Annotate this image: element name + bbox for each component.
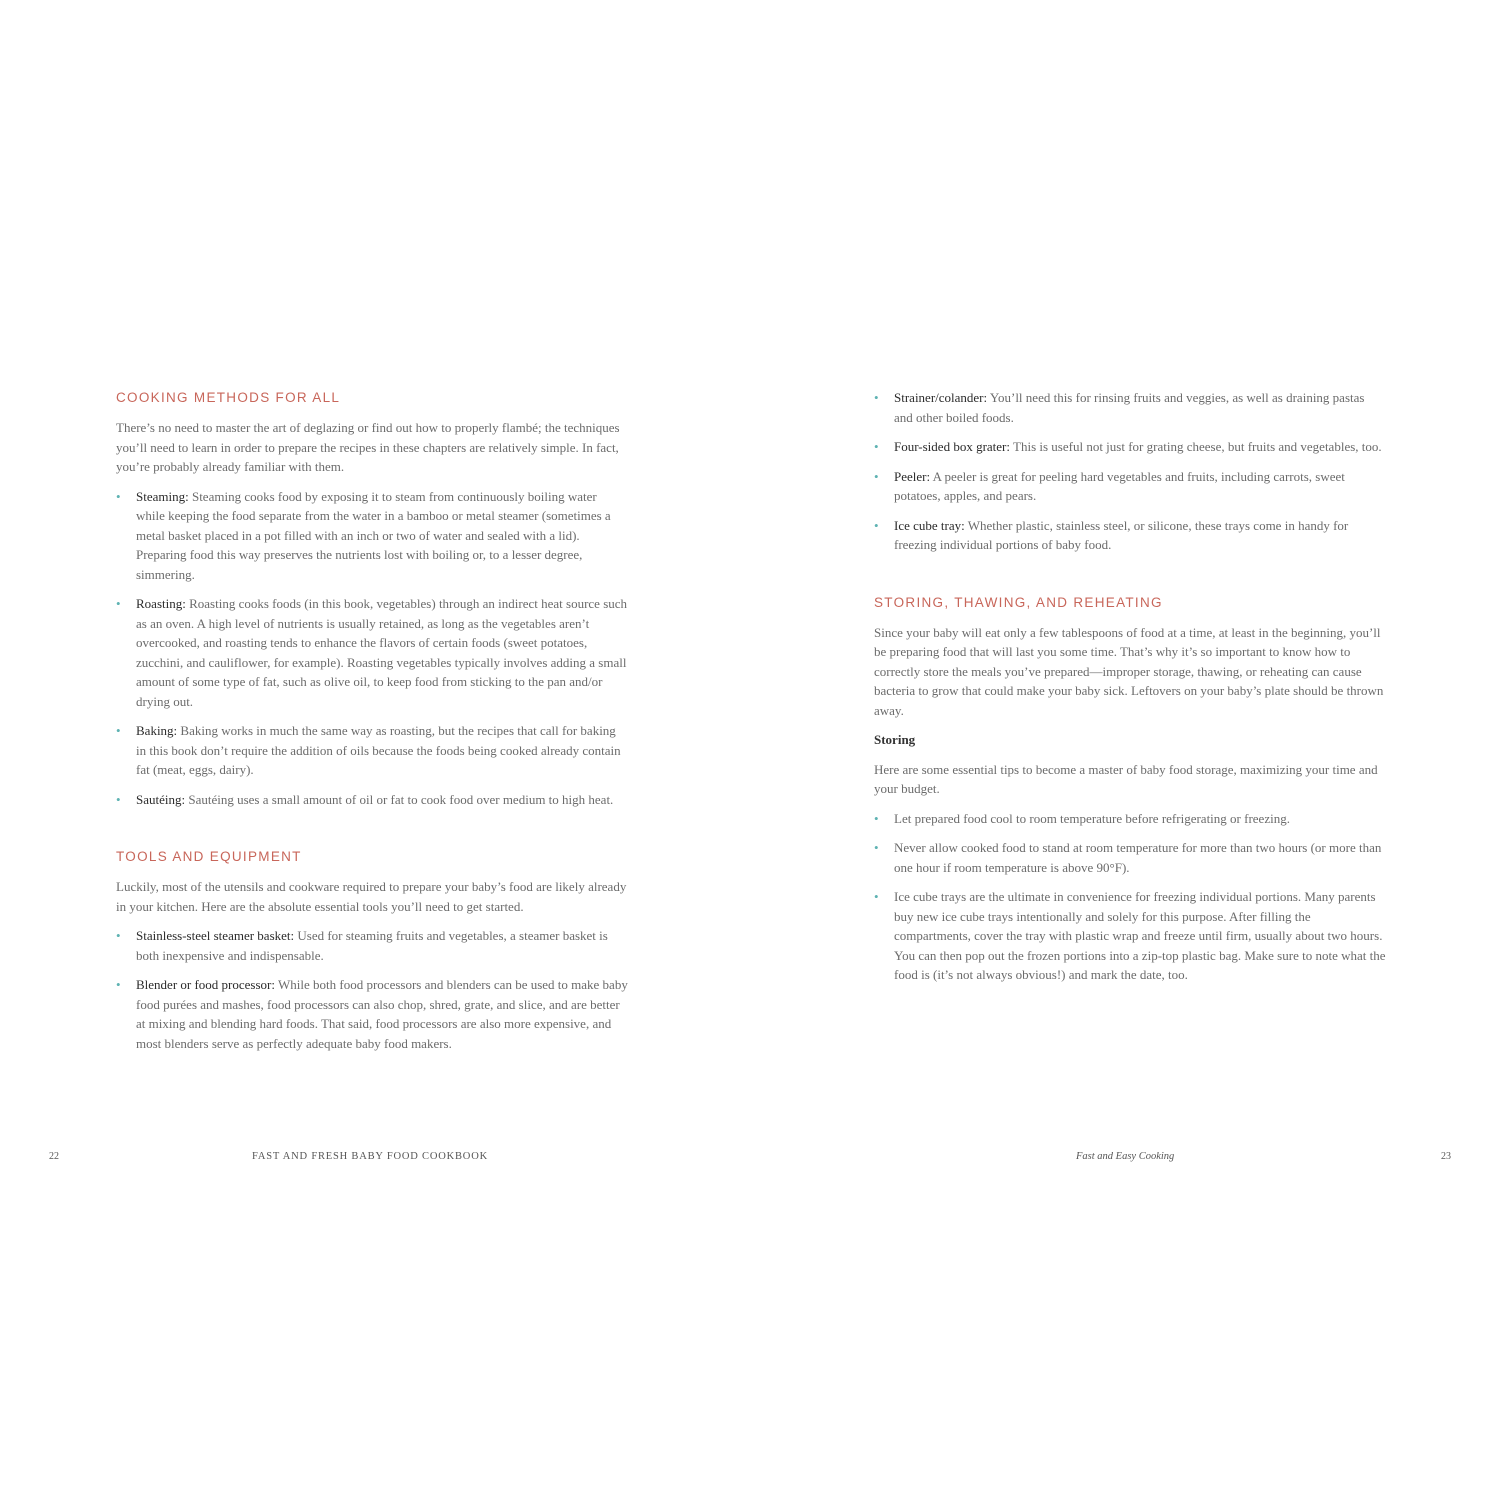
bullet-icon: • [116,723,121,738]
subheading-storing: Storing [874,732,916,747]
bullet-icon: • [874,468,879,484]
bullet-icon: • [116,596,121,611]
list-item-term: Steaming: [136,488,189,504]
list-item [116,926,628,965]
section-spacer [116,819,628,847]
section-heading-cooking-methods: COOKING METHODS FOR ALL [116,390,341,405]
list-item-term: Ice cube tray: [894,517,965,533]
list-item-text: Used for steaming fruits and vegetables, a steamer basket is both inexpensive and indispensable. [136,928,608,963]
list-item-term: Peeler: [894,468,931,484]
page-number-right: 23 [1441,1151,1451,1162]
bullet-icon: • [874,439,879,454]
list-item [874,516,1386,555]
bullet-icon: • [874,889,879,904]
list-item-text: Steaming cooks food by exposing it to steam from continuously boiling water while keeping the food separate from the water in a bamboo or metal steamer (sometimes a metal basket placed in a pot filled with an inch or two of water and sealed with a lid). Preparing food this way preserves the nutrients lost with boiling or, to a lesser degree, simmering. [136,488,611,582]
list-item [874,467,1386,506]
list-item [874,887,1386,985]
section-heading-tools: TOOLS AND EQUIPMENT [116,849,302,864]
list-item-term: Baking: [136,723,178,738]
bullet-icon: • [874,810,879,826]
cooking-intro: There’s no need to master the art of deglazing or find out how to properly flambé; the techniques you’ll need to learn in order to prepare the recipes in these chapters are relatively simple. In fact, you’re probably already familiar with them. [116,420,620,474]
list-item-term: Blender or food processor: [136,977,275,992]
list-item [874,437,1386,457]
list-item-text: Never allow cooked food to stand at room temperature for more than two hours (or more than one hour if room temperature is above 90°F). [894,840,1382,875]
bullet-icon: • [874,517,879,533]
right-page-column [874,388,1386,995]
bullet-icon: • [874,390,879,405]
list-item [116,487,628,585]
list-item [874,809,1386,829]
list-item-text: Ice cube trays are the ultimate in convenience for freezing individual portions. Many parents buy new ice cube trays intentionally and solely for this purpose. After filling the compartments, cover the tray with plastic wrap and freeze until firm, usually about two hours. You can then pop out the frozen portions into a zip-top plastic bag. Make sure to note what the food is (it’s not always obvious!) and mark the date, too. [894,889,1386,982]
bullet-icon: • [874,840,879,855]
tools-list-continued [874,388,1386,555]
bullet-icon: • [116,488,121,504]
list-item [116,790,628,810]
list-item-term: Roasting: [136,596,186,611]
list-item-text: While both food processors and blenders can be used to make baby food purées and mashes, food processors can also chop, shred, grate, and slice, and are better at mixing and blending hard foods. That said, food processors are also more expensive, and most blenders serve as perfectly adequate baby food makers. [136,977,628,1051]
tools-intro: Luckily, most of the utensils and cookware required to prepare your baby’s food are likely already in your kitchen. Here are the absolute essential tools you’ll need to get started. [116,879,627,914]
list-item-term: Strainer/colander: [894,390,988,405]
list-item-text: Let prepared food cool to room temperature before refrigerating or freezing. [894,810,1290,826]
page-number-left: 22 [49,1151,59,1162]
list-item-text: This is useful not just for grating cheese, but fruits and vegetables, too. [1010,439,1382,454]
list-item [874,388,1386,427]
bullet-icon: • [116,791,121,807]
list-item-term: Sautéing: [136,791,186,807]
storing-intro: Since your baby will eat only a few tablespoons of food at a time, at least in the beginning, you’ll be preparing food that will last you some time. That’s why it’s so important to know how to correctly store the meals you’ve prepared—improper storage, thawing, or reheating can cause bacteria to grow that could make your baby sick. Leftovers on your baby’s plate should be thrown away. [874,624,1384,718]
list-item-text: Baking works in much the same way as roasting, but the recipes that call for baking in this book don’t require the addition of oils because the foods being cooked already contain fat (meat, eggs, dairy). [136,723,621,777]
list-item-text: You’ll need this for rinsing fruits and veggies, as well as draining pastas and other boiled foods. [894,390,1365,425]
list-item [116,721,628,780]
left-page-column [116,388,628,1063]
running-footer-book-title: FAST AND FRESH BABY FOOD COOKBOOK [252,1151,488,1162]
list-item [874,838,1386,877]
list-item-text: Whether plastic, stainless steel, or silicone, these trays come in handy for freezing individual portions of baby food. [894,517,1349,552]
running-footer-chapter-title: Fast and Easy Cooking [1076,1151,1175,1162]
list-item [116,594,628,711]
cooking-methods-list [116,487,628,810]
storing-tips-list [874,809,1386,985]
list-item [116,975,628,1053]
section-spacer [874,565,1386,593]
tools-list [116,926,628,1053]
section-heading-storing: STORING, THAWING, AND REHEATING [874,594,1163,610]
list-item-text: A peeler is great for peeling hard vegetables and fruits, including carrots, sweet potatoes, apples, and pears. [894,468,1345,503]
list-item-term: Four-sided box grater: [894,439,1010,454]
list-item-term: Stainless-steel steamer basket: [136,928,295,943]
list-item-text: Sautéing uses a small amount of oil or fat to cook food over medium to high heat. [185,791,614,807]
storing-sub-intro: Here are some essential tips to become a master of baby food storage, maximizing your time and your budget. [874,761,1378,796]
bullet-icon: • [116,928,121,943]
bullet-icon: • [116,977,121,992]
list-item-text: Roasting cooks foods (in this book, vegetables) through an indirect heat source such as an oven. A high level of nutrients is usually retained, as long as the vegetables aren’t overcooked, and roasting tends to enhance the flavors of certain foods (sweet potatoes, zucchini, and cauliflower, for example). Roasting vegetables typically involves adding a small amount of some type of fat, such as olive oil, to keep food from sticking to the pan and/or drying out. [136,596,628,709]
